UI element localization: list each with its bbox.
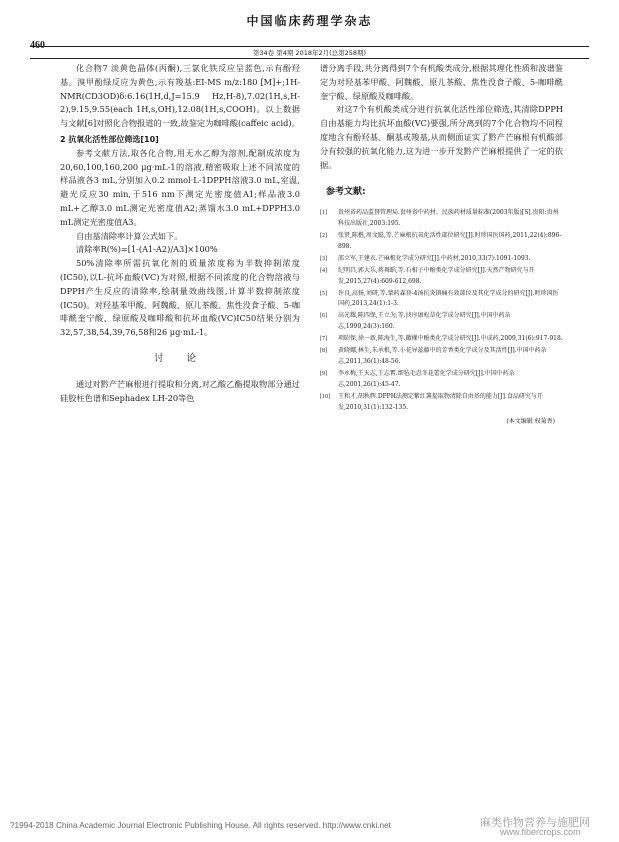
left-column <box>60 62 300 405</box>
right-column <box>320 62 563 429</box>
header-rule-bottom <box>30 58 589 59</box>
reference-item <box>320 289 563 310</box>
reference-number: [7] <box>320 336 327 343</box>
reference-list <box>320 208 563 413</box>
conclusion-paragraph: 对这7个有机酸类成分进行抗氧化活性部位筛选,其清除DPPH自由基能力均比抗坏血酸(VC)要强,所分离到的7个化合物均不同程度地含有酚羟基、酮基或羧基,从而侧面证实了黔产芒麻根有机酸部分有较强的抗氧化能力,这为进一步开发黔产芒麻根提供了一定的依据。 <box>320 104 563 170</box>
journal-title: 中国临床药理学杂志 <box>246 14 373 28</box>
reference-number: [6] <box>320 313 327 320</box>
references-heading: 参考文献: <box>326 187 366 198</box>
editor-credit: (本文编辑 权菊香) <box>506 417 555 425</box>
reference-number: [9] <box>320 371 327 378</box>
reference-number: [5] <box>320 290 327 297</box>
reference-text: 邵立军,王建衣.芒麻根化学成分研究[J].中药材,2010,33(7):1091-1093. <box>338 254 531 262</box>
page-number: 460 <box>30 40 45 51</box>
reference-text: 项昭保,徐一新,陈海生,等.徽棵中酚类化学成分研究[J].中成药,2009,31(6):917-918. <box>338 335 563 343</box>
reference-text: 纪明昌,郭大乐,蒋舞蹈,等.石相子中酚类化学成分研究[J].天然产物研究与开发,2015,27(4):609-612,698. <box>338 266 535 285</box>
reference-text: 高光耀,陈四保,王立为,等.抉序康松草化学成分研究[J].中国中药杂志,1999,24(3):160. <box>338 312 511 331</box>
reference-text: 李永梅,王天志,王志霄.细毡毛忍冬花蕾化学成分研究[J].中国中药杂志,2001,26(1):45-47. <box>338 370 515 388</box>
watermark-text: 麻类作物营养与施肥网 <box>480 816 590 829</box>
copyright-footer: ?1994-2018 China Academic Journal Electronic Publishing House. All rights reserved. http://www.cnki.net <box>10 821 391 830</box>
reference-item <box>320 254 563 265</box>
formula-line: 清除率R(%)=[1-(A1-A2)/A3]×100% <box>76 244 218 255</box>
compound-7-paragraph: 化合物7 淡黄色晶体(丙酮),三氯化铁反应呈蓝色,示有酚羟基。溴甲酚绿反应为黄色,示有羧基:EI-MS m/z:180 [M]+;1H-NMR(CD3OD)δ:6.16(1H,d,J=15.9 Hz,H-8),7.02(1H,s,H-2),9.15,9.55(each 1H,s,OH),12.08(1H,s,COOH)。以上数据与文献[6]对照化合物报道的一致,故鉴定为咖啡酸(caffeic acid)。 <box>60 63 300 129</box>
reference-item <box>320 208 563 229</box>
reference-number: [3] <box>320 255 327 262</box>
reference-number: [8] <box>320 348 327 355</box>
reference-number: [10] <box>320 394 330 401</box>
discussion-heading: 讨 论 <box>153 352 207 364</box>
reference-text: 王和才,胡秋辉.DPPH法测定紫红薯提取物清除自由基的能力[J].食品研究与开发,2010,31(1):132-135. <box>338 393 543 411</box>
reference-text: 许良,高扬,刘研,等.蒙药森登-4汤抗炎镇痛有效部位及其化学成分的研究[J].时珍国医国药,2013,24(1):1-3. <box>338 289 559 308</box>
reference-item <box>320 311 563 332</box>
reference-item <box>320 231 563 252</box>
header-rule-top <box>30 46 589 47</box>
reference-number: [2] <box>320 232 327 239</box>
formula-intro: 自由基清除率计算公式如下。 <box>76 230 183 241</box>
method-paragraph: 参考文献方法,取各化合物,用无水乙醇为溶剂,配制成浓度为20,60,100,160,200 μg·mL-1的溶液,精密吸取上述不同浓度的样品液各3 mL,分别加入0.2 mmol·L-1DPPH溶液3.0 mL,室温,避光反应30 min,于516 nm下测定光密度值A1;样品液3.0 mL+乙醇3.0 mL测定光密度值A2;蒸馏水3.0 mL+DPPH3.0 mL测定光密度值A3。 <box>60 147 300 227</box>
discussion-paragraph: 通过对黔产芒麻根进行提取和分离,对乙酸乙酯提取物部分通过硅胶柱色谱和Sephadex LH-20等色 <box>60 378 300 403</box>
reference-item <box>320 346 563 367</box>
section-2-heading: 2 抗氧化活性部位筛选[10] <box>60 134 159 144</box>
reference-number: [4] <box>320 267 327 274</box>
reference-item <box>320 334 563 345</box>
watermark-url: www.fibercrops.com <box>500 827 581 837</box>
reference-text: 贵州省药品监督管理局.贵州省中药材、民族药材质量标准(2003年版)[S].贵阳:贵州科技出版社,2003:195. <box>338 209 559 227</box>
continued-paragraph: 谱分离手段,共分离得到7个有机酸类成分,根据其理化性质和波谱鉴定为对羟基苯甲酸、阿魏酸、原儿茶酸、焦性没食子酸、5-咖啡酰奎宁酸、绿原酸及咖啡酸。 <box>320 63 563 101</box>
journal-meta: 第34卷 第4期 2018年2月(总第258期) <box>252 49 367 57</box>
reference-item <box>320 369 563 390</box>
reference-text: 张贤,陈楷,周文聪,等.芒麻根抗氧化活性部位研究[J].时珍国医国药,2011,22(4):896-898. <box>338 231 562 250</box>
result-paragraph: 50%清除率所需抗氧化剂的质量浓度称为半数抑制浓度(IC50),以L-抗坏血酸(VC)为对照,根据不同浓度的化合物溶液与DPPH产生反应的清除率,绘制量效曲线图,计算半数抑制浓度(IC50)。对羟基苯甲酸、阿魏酸、原儿茶酸、焦性没食子酸、5-咖啡酰奎宁酸、绿原酸及咖啡酸和抗坏血酸(VC)IC50结果分别为32,57,38,54,39,76,58和26 μg·mL-1。 <box>60 258 300 338</box>
reference-item <box>320 392 563 413</box>
page-header <box>0 0 619 70</box>
reference-item <box>320 266 563 287</box>
reference-text: 黄晓娜,林生,朱承根,等.小花异蕊藤中的芳香类化学成分及其活性[J].中国中药杂志,2011,36(1):48-56. <box>338 347 547 366</box>
reference-number: [1] <box>320 210 327 217</box>
